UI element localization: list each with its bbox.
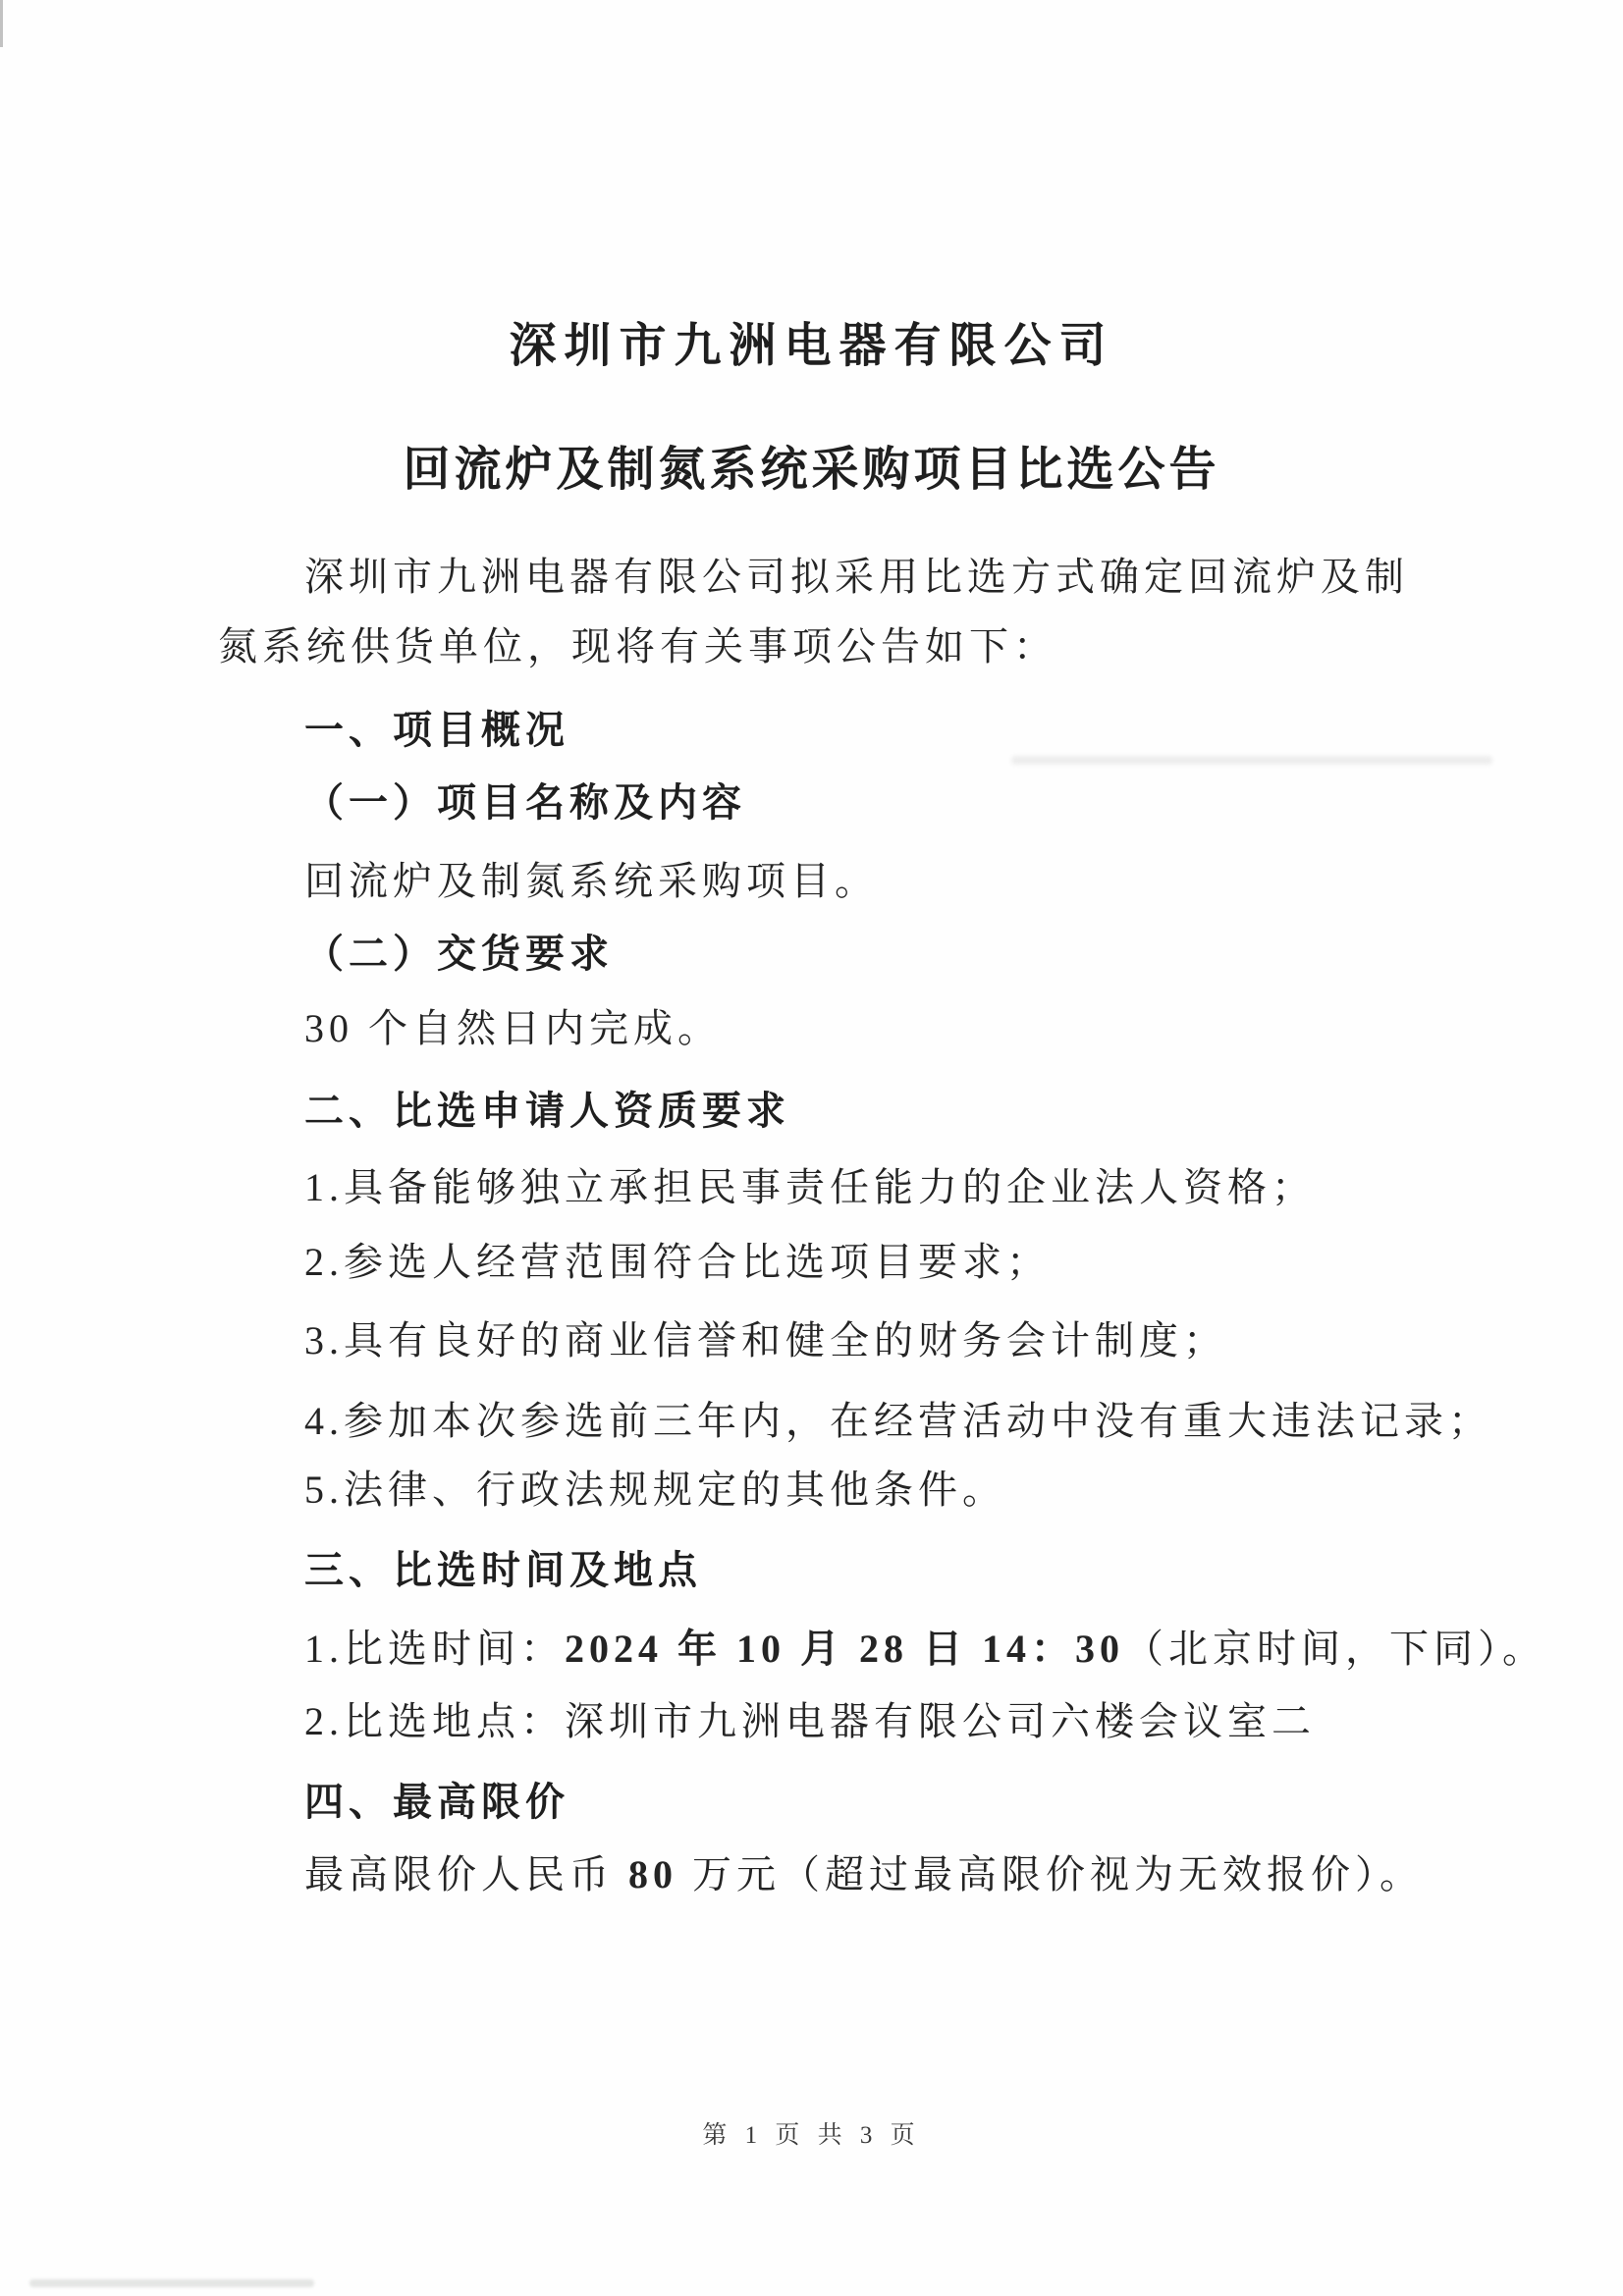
selection-time-note: （北京时间，下同）。 <box>1124 1627 1546 1671</box>
price-limit-prefix: 最高限价人民币 <box>304 1852 628 1896</box>
section-3-heading: 三、比选时间及地点 <box>304 1549 702 1592</box>
subsection-1-2-heading: （二）交货要求 <box>304 932 614 976</box>
qualification-item-2: 2.参选人经营范围符合比选项目要求； <box>304 1240 1051 1284</box>
section-1-heading: 一、项目概况 <box>304 709 569 752</box>
subsection-1-1-heading: （一）项目名称及内容 <box>304 780 746 825</box>
price-limit-value: 80 <box>628 1852 677 1896</box>
intro-paragraph-line1: 深圳市九洲电器有限公司拟采用比选方式确定回流炉及制 <box>304 555 1409 599</box>
project-name-text: 回流炉及制氮系统采购项目。 <box>304 859 879 903</box>
qualification-item-1: 1.具备能够独立承担民事责任能力的企业法人资格； <box>304 1165 1316 1209</box>
scan-artifact-bottom-streak <box>29 2279 314 2287</box>
price-limit-suffix: 万元（超过最高限价视为无效报价）。 <box>677 1852 1424 1896</box>
selection-time-value: 2024 年 10 月 28 日 14：30 <box>565 1627 1124 1671</box>
delivery-requirement-text: 30 个自然日内完成。 <box>304 1006 722 1050</box>
scan-artifact-left-edge <box>0 0 3 47</box>
document-title-line2: 回流炉及制氮系统采购项目比选公告 <box>403 444 1220 496</box>
scan-artifact-right-streak <box>1011 756 1492 765</box>
qualification-item-3: 3.具有良好的商业信誉和健全的财务会计制度； <box>304 1318 1227 1362</box>
qualification-item-4: 4.参加本次参选前三年内，在经营活动中没有重大违法记录； <box>304 1399 1492 1443</box>
section-2-heading: 二、比选申请人资质要求 <box>304 1090 790 1133</box>
selection-place-item: 2.比选地点：深圳市九洲电器有限公司六楼会议室二 <box>304 1699 1316 1743</box>
intro-paragraph-line2: 氮系统供货单位，现将有关事项公告如下： <box>218 624 1057 668</box>
price-limit-text <box>304 1847 1424 1902</box>
page-footer: 第 1 页 共 3 页 <box>702 2122 921 2149</box>
document-title-line1: 深圳市九洲电器有限公司 <box>509 320 1114 372</box>
selection-time-item <box>304 1622 1546 1677</box>
selection-time-label: 1.比选时间： <box>304 1627 565 1671</box>
qualification-item-5: 5.法律、行政法规规定的其他条件。 <box>304 1468 1006 1512</box>
section-4-heading: 四、最高限价 <box>304 1781 569 1824</box>
